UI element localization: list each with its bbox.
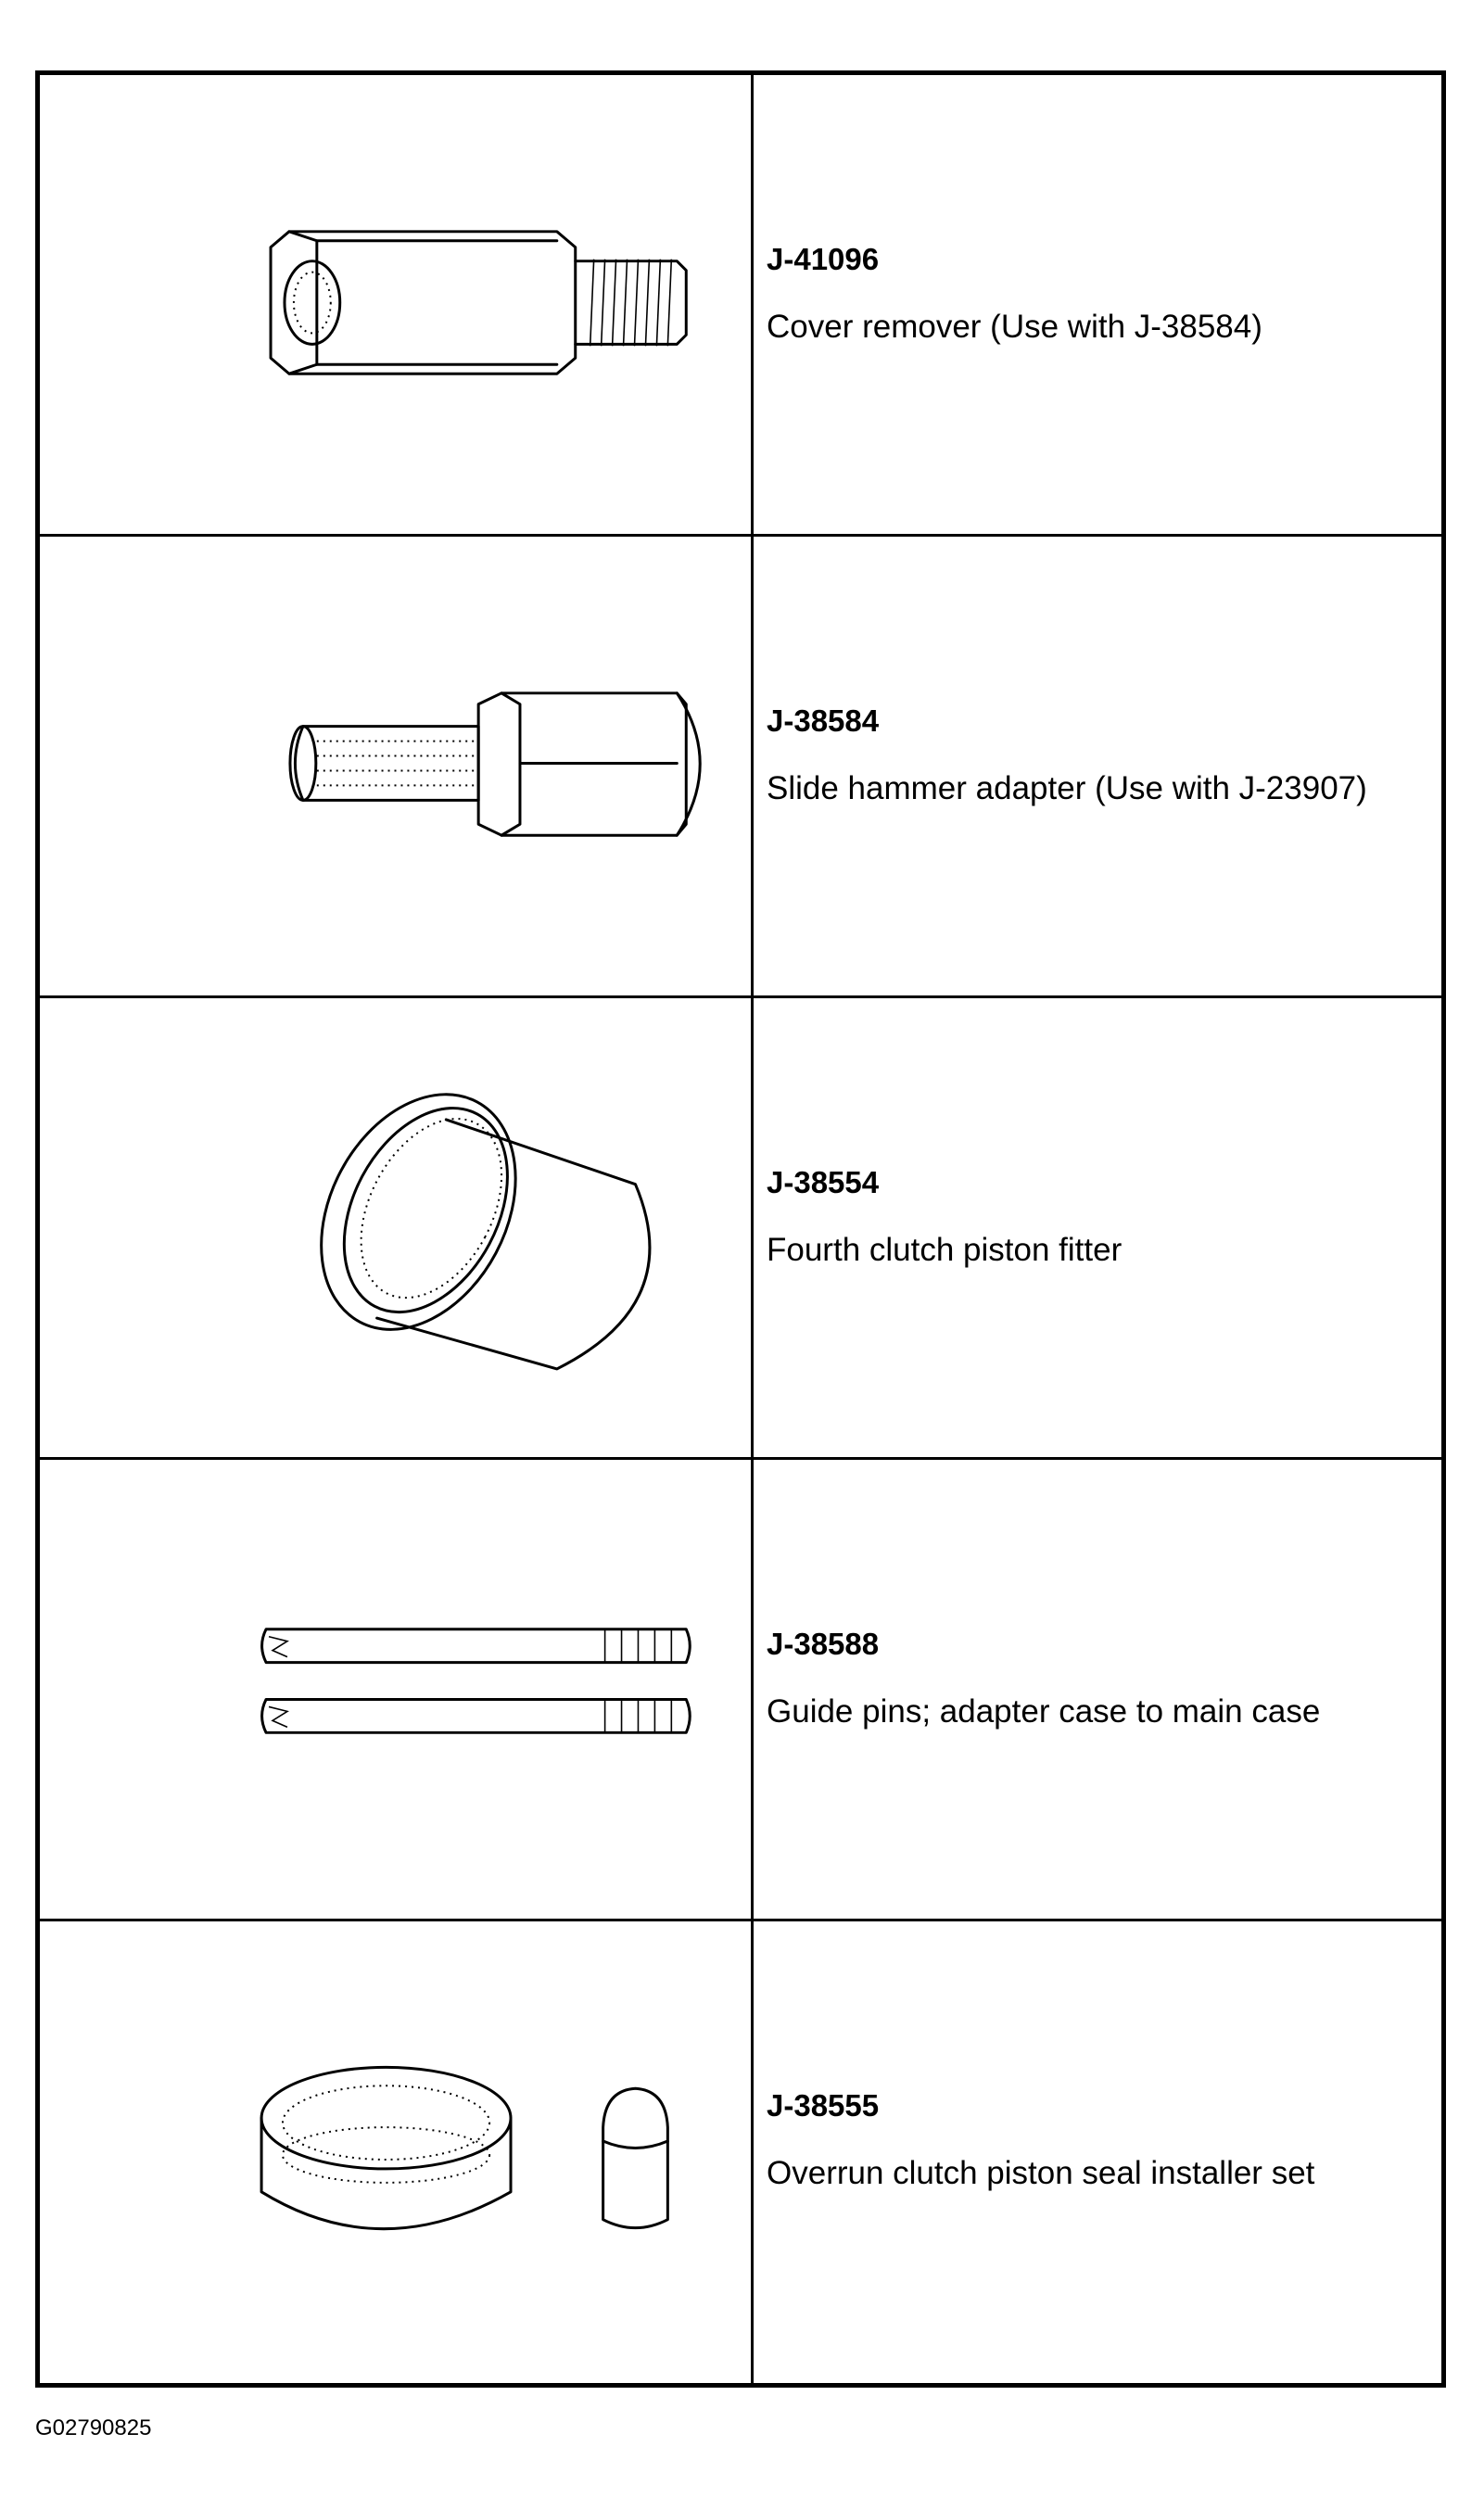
- tool-info-cell: [754, 75, 1441, 537]
- tool-description: Fourth clutch piston fitter: [767, 1232, 1123, 1268]
- tool-illustration-cell: [40, 1921, 754, 2383]
- tool-info-cell: [754, 537, 1441, 998]
- guide-pin: [262, 1629, 691, 1663]
- tool-description: Guide pins; adapter case to main case: [767, 1693, 1321, 1730]
- part-number: J-38584: [767, 703, 880, 738]
- piston-fitter-illustration: [40, 998, 751, 1457]
- slide-hammer-adapter-illustration: [40, 537, 751, 995]
- tool-info-cell: [754, 1921, 1441, 2383]
- guide-pin: [262, 1699, 691, 1732]
- guide-pins-illustration: [40, 1460, 751, 1919]
- tool-description: Overrun clutch piston seal installer set: [767, 2155, 1315, 2191]
- tool-description: Cover remover (Use with J-38584): [767, 309, 1262, 345]
- tool-info-cell: [754, 1460, 1441, 1921]
- tool-illustration-cell: [40, 998, 754, 1460]
- part-number: J-38555: [767, 2088, 880, 2123]
- part-number: J-38588: [767, 1627, 880, 1661]
- tool-info-cell: [754, 998, 1441, 1460]
- tool-description: Slide hammer adapter (Use with J-23907): [767, 770, 1367, 806]
- tool-illustration-cell: [40, 1460, 754, 1921]
- part-number: J-41096: [767, 242, 880, 276]
- tool-illustration-cell: [40, 75, 754, 537]
- part-number: J-38554: [767, 1165, 880, 1199]
- seal-installer-set-illustration: [40, 1921, 751, 2383]
- cover-remover-illustration: [40, 75, 751, 534]
- figure-id: G02790825: [35, 2415, 152, 2440]
- tool-illustration-cell: [40, 537, 754, 998]
- special-tools-table: [35, 70, 1446, 2388]
